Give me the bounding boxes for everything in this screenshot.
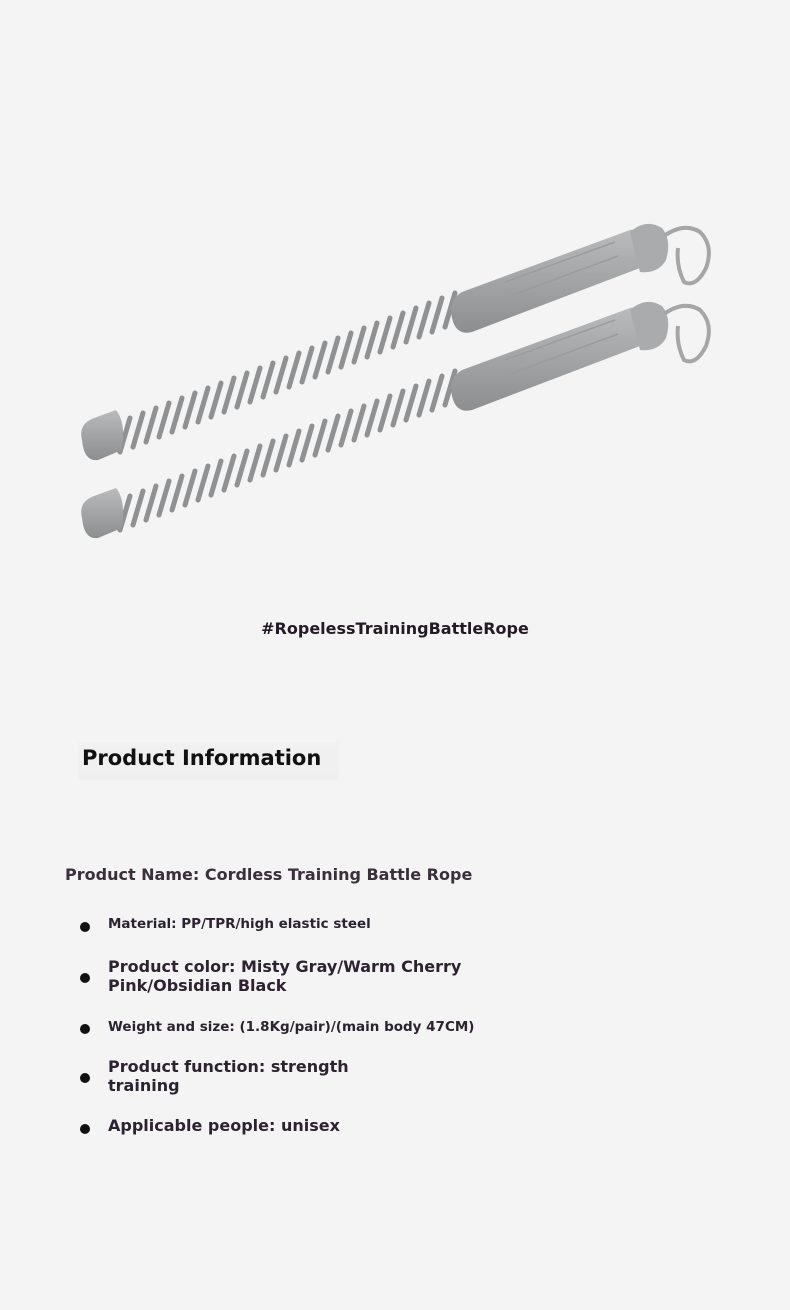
spec-text: Weight and size: (1.8Kg/pair)/(main body 47CM) [108,1019,475,1035]
product-hashtag: #RopelessTrainingBattleRope [261,619,529,638]
spec-text-line: Product color: Misty Gray/Warm Cherry [108,957,462,976]
bullet-icon [80,973,90,983]
section-title: Product Information [78,742,339,780]
spec-text-line: Pink/Obsidian Black [108,976,287,995]
spec-text [108,1057,349,1095]
spec-text [108,957,461,995]
product-image [0,0,790,600]
bullet-icon [80,1024,90,1034]
bullet-icon [80,1073,90,1083]
spec-text-line: training [108,1076,180,1095]
bullet-icon [80,922,90,932]
spec-text: Applicable people: unisex [108,1116,340,1135]
spec-text-line: Product function: strength [108,1057,349,1076]
spec-text: Material: PP/TPR/high elastic steel [108,916,371,932]
product-name: Product Name: Cordless Training Battle Rope [65,865,473,884]
bullet-icon [80,1124,90,1134]
